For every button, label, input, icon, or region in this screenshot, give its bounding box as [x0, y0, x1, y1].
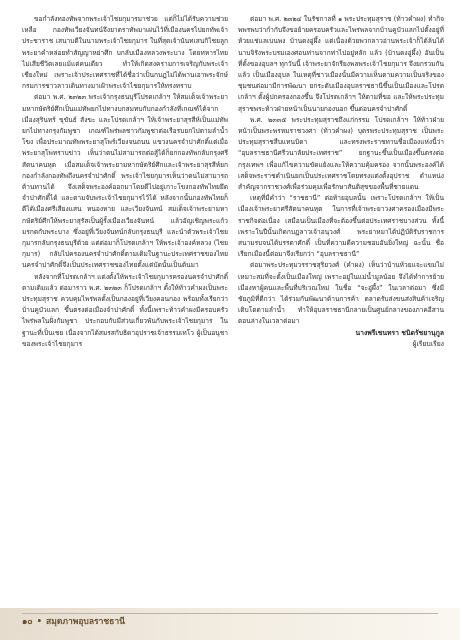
page-number: ๑๐: [22, 617, 33, 627]
author-name: นางพรีเชนทรา ชนิดรัชยานุกูล: [355, 328, 444, 337]
paragraph: ต่อมา พ.ศ. ๒๓๒๓ พระเจ้ากรุงธนบุรีโปรดเกล้าฯ ให้สมเด็จเจ้าพระยามหากษัตริย์ศึกเป็นแม่ทัพยกไปทางบกสมทบกับกองกำลังที่เกณฑ์ได้จากเมืองสุรินทร์ ขุขันธ์ สังขะ และโปรดเกล้าฯ ให้เจ้าพระยาสุรสีห์เป็นแม่ทัพยกไปทางกรุงกัมพูชา เกณฑ์ไพร่พลชาวกัมพูชาต่อเรือรบยกไปตามลำน้ำโขง เพื่อประมาณทัพพระยาสุโพร์เวียงจนถนน แขวงนครจำปาศักดิ์แต่เมื่อพระยาสุโพทราบข่าว เห็นว่าตนไม่สามารถต่อสู้ได้ก็ยกกองทัพกลับกรุงศรีสัตนาคนหุต เมื่อสมเด็จเจ้าพระยามหากษัตริย์ศึกและเจ้าพระยาสุรสีห์ยกกองกำลังกองทัพถึงนครจำปาศักดิ์ พระเจ้าไชยกุมารเห็นว่าตนไม่สามารถต้านทานได้ จึงเสด็จพระองค์ออกมาโดยดีไปอยู่เกาะโขงกองทัพไทยยึดจำปาศักดิ์ได้ และตามจับพระเจ้าไชยกุมารไว้ได้ หลังจากนั้นกองทัพไทยก็ตีได้เมืองศรีเสียงแสน หนองหาย และเวียงจันทน์ สมเด็จเจ้าพระยามหากษัตริย์ศึกให้พระยาสุรัสเป็นผู้รั้งเมืองเวียงจันทน์ แล้วอัญเชิญพระแก้วมรกตกับพระบาง ซึ่งอยู่ที่เวียงจันทน์กลับกรุงธนบุรี และนำตัวพระเจ้าไชยกุมารกลับกรุงธนบุรีด้วย แต่ต่อมาก็โปรดเกล้าฯ ให้พระเจ้าองค์หลวง (ไชยกุมาร) กลับไปครองนครจำปาศักดิ์ตามเดิมในฐานะประเทศราชของไทย นครจำปาศักดิ์จึงเป็นประเทศราชของไทยตั้งแต่บัดนั้นเป็นต้นมา: [22, 93, 228, 270]
paragraph: หลังจากที่โปรดเกล้าฯ แต่งตั้งให้พระเจ้าไชยกุมารครองนครจำปาศักดิ์ตามเดิมแล้ว ต่อมาราว พ.ศ. ๒๓๒๓ ก็โปรดเกล้าฯ ตั้งให้ท้าวคำผงเป็นพระประทุมสุราช ควบคุมไพร่พลตั้งเป็นกองอยู่ที่เวียงคอนกอง พร้อมทั้งเรียกว่าบ้านคูบัวแลก ขึ้นตรงต่อเมืองจำปาศักดิ์ ทั้งนี้เพราะท้าวคำผงมีครอบครัวไพร่พลในฝั่งกัมพูชา ประกอบกับมีส่วนเกี่ยวพันกับพระเจ้าไชยกุมาร ในฐานะที่เป็นเชย เนื่องจากได้สมรสกับธิดาอุปราชเจ้าธรรมเทโว ผู้เป็นอนุชาของพระเจ้าไชยกุมาร: [22, 272, 228, 348]
paragraph: เหตุที่มีคำว่า “ราชธานี” ต่อท้ายอุบลนั้น เพราะโปรดเกล้าฯ ให้เป็นเมืองเจ้าพระยาศรีสัตนาคนหุต ในการที่เจ้าพระยาวงศาครองเมืองมีพระราชกิจต่อเนื่อง เสมือนเป็นเมืองที่จะต้องขึ้นต่อประเทศราชบางส่วน ทั้งนี้เพราะในปีนั้นเกิดกบฏลาวเจ้าอนุวงศ์ พระยาหมาได้ปฏิบัติรับราชการสนามรบจนได้บรรดาศักดิ์ เป็นที่ความดีความชอบอันยิ่งใหญ่ ฉะนั้น ชื่อเรียกเมืองนี้ต่อมาจึงเรียกว่า “อุบลราชธานี”: [238, 194, 444, 259]
paragraph: ต่อมาพระประทุมวรราชสุริยวงศ์ (คำผง) เห็นว่าบ้านห้วยแจะแขมไม่เหมาะสมที่จะตั้งเป็นเมืองใหญ่ เพราะอยู่ในแม่น้ำมูลน้อย จึงได้ทำการย้ายเมืองหาผู้คนและพื้นที่บริเวณใหม่ ในชื่อ “จะอู่ผึ้ง” ในเวลาต่อมา ซึ่งมีชัยภูมิที่ดีกว่า ได้ร่วมกันพัฒนาด้านการค้า ตลาดรับส่งขนส่งสินค้าเจริญเติบโตตามลำน้ำ ทำให้อุบลราชธานีกลายเป็นศูนย์กลางของภาคอีสานตอนล่างในเวลาต่อมา: [238, 261, 444, 326]
author-role: ผู้เรียบเรียง: [412, 339, 444, 348]
footer-label: [22, 614, 125, 628]
bullet-icon: •: [36, 617, 43, 627]
paragraph: พ.ศ. ๒๓๓๕ พระประทุมสุราชถึงแก่กรรม โปรดเกล้าฯ ให้ท้าวฝ่ายหน้าเป็นพระพรหมราชวงศา (ท้าวคำผง) บุตรพระประทุมสุราช เป็นพระประทุมสุราชสืบแทนบิดา และทรงพระราชทานชื่อเมืองแห่งนี้ว่า “อุบลราชธานีศรีวนาลัยประเทศราช” ยกฐานะขึ้นเป็นเมืองขึ้นตรงต่อกรุงเทพฯ เพื่อแก้ไขความขัดแย้งและให้ความคุ้มครอง จากนั้นพระองค์ได้เสด็จพระราชดำเนินยกเป็นประเทศราชโดยทรงแต่งตั้งอุปราช ตำแหน่งสำคัญจากราชวงศ์เพื่อร่วมคุมเพื่อรักษาสันติสุขของพื้นที่ชายแดน: [238, 115, 444, 192]
page-footer: [0, 600, 460, 640]
right-column: [238, 14, 444, 350]
signature-block: [238, 328, 444, 350]
publication-title: สมุดภาพอุบลราชธานี: [46, 617, 125, 627]
left-column: [22, 14, 228, 350]
paragraph: ขอกำลังทองทัพจากพระเจ้าไชยกุมารมาช่วย แต่ก็ไม่ได้รับความช่วยเหลือ กองทัพเวียงจันทน์จึงยาตราทัพมาเผ่นไว้ที่เมืองนครไปยกทัพเจ้าประชาราช เสนาบดีในนามพระเจ้าไชยกุมาร ในที่สุดเจ้านันทเสนกิไชยลูกพระยาคำหล่อยทำสัญญาหย่าศึก บกลับเมืองหลวงพระบาง โดยทหารไทยไม่เสียชีวิตเลยแม้แต่คนเดียว ทำให้เกิดสงครามการเจริญกับพระเจ้าเชียงใหม่ เพราะเจ้าประเทศราชที่ได้ชื่อว่าเป็นกบฏไม่ได้พานเอาพระจักษ์กรมการชาวลาวเดินทางมาเฝ้าพระเจ้าไชยกุมารให้ทรงทราบ: [22, 15, 228, 91]
paragraph: ต่อมา พ.ศ. ๒๓๒๔ ในรัชกาลที่ ๑ พระประทุมสุราช (ท้าวคำผง) ทำกิจพพรพบว่ากำกับจึงขอย้ายครอบครัวและไพร่พลจากบ้านคูบัวแลกไปตั้งอยู่ที่ห้วยแช่แลเบนพง บ้านดงอู่ผึ้ง แต่เนื่องด้วยพวกลาวอ่านพระเจ้าก็ได้ล้นได้นาบจิรังพระบรมเองศอนท่านจากท่าไปอยู่หลัก แล้ว (บ้านดงอู่ผึ้ง) อันเป็นที่ตั้งของอุบลฯ ทุกวันนี้ เจ้าพระยาจักรียงพลพระเจ้าไชยกุมาร จึงยกรวมกันแล้ว เป็นเมืองอุบล ในเหตุที่ชาวเมืองนั้นมีความเห็นตามความเป็นจริงของชุมชนต่อมามีการพัฒนา ยกระดับเมืองอุบลราชธานีขึ้นเป็นเมืองและโปรดเกล้าฯ ตั้งผู้ปกครองกองขึ้น จึงโปรดเกล้าฯ ให้ตามที่ขอ และให้พระประทุมสุราชพระท้าวฝ่ายหน้าเป็นนายกองนอก ขึ้นต่อนครจำปาศักดิ์: [238, 15, 444, 113]
